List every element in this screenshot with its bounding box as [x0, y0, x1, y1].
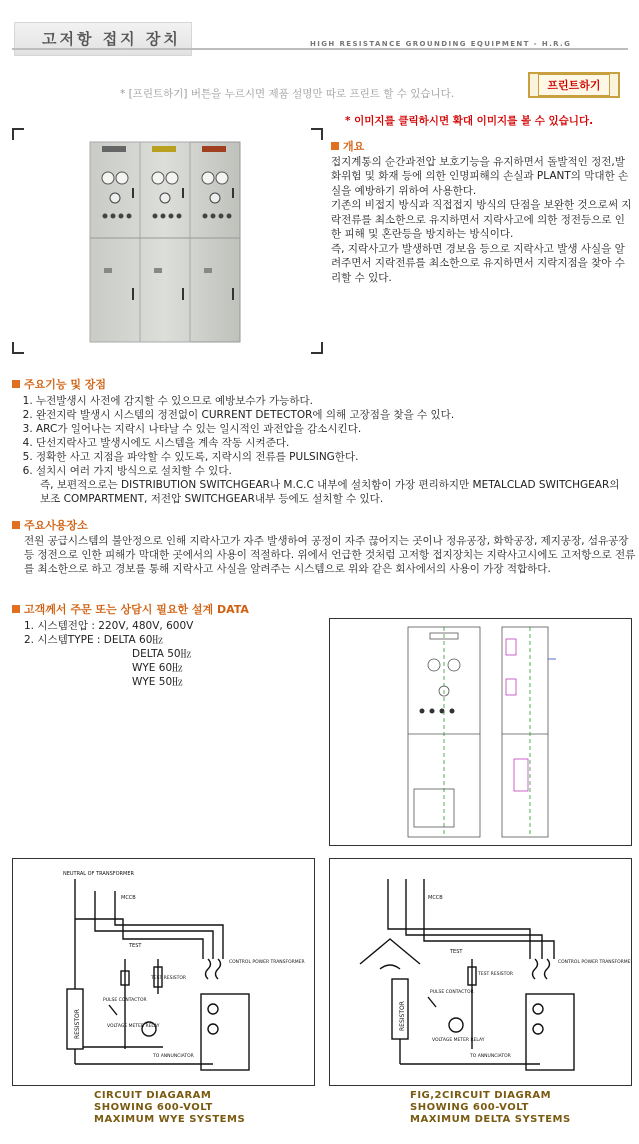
list-item: 4. 단선지락사고 발생시에도 시스템을 계속 작동 시켜준다. [36, 436, 632, 450]
diagram-label: TEST RESISTOR [151, 976, 187, 981]
features-note: 즉, 보편적으로는 DISTRIBUTION SWITCHGEAR나 M.C.C 내부에 설치함이 가장 편리하지만 METALCLAD SWITCHGEAR의 보조 COMPARTMENT, 저전압 SWITCHGEAR내부 등에도 설치할 수 있다. [40, 479, 620, 505]
caption-line: MAXIMUM DELTA SYSTEMS [410, 1114, 571, 1125]
panel-outline-drawing [330, 619, 631, 845]
panel-drawing[interactable] [329, 618, 632, 846]
diagram-label: TO ANNUNCIATOR [470, 1054, 511, 1059]
wye-caption [94, 1090, 245, 1126]
features-list [12, 394, 632, 478]
wye-circuit-diagram[interactable] [12, 858, 315, 1086]
page-title: 고저항 접지 장치 [42, 30, 181, 48]
diagram-label: CONTROL POWER TRANSFORMER [229, 960, 305, 965]
frame-corner [12, 342, 24, 354]
diagram-label: TO ANNUNCIATOR [153, 1054, 194, 1059]
bullet-square-icon [12, 605, 20, 613]
enlarge-hint: * 이미지를 클릭하시면 확대 이미지를 볼 수 있습니다. [345, 115, 594, 127]
diagram-label: RESISTOR [399, 1001, 406, 1031]
frame-corner [12, 128, 24, 140]
switchgear-cabinet-image [12, 128, 323, 354]
diagram-label: PULSE CONTACTOR [103, 998, 147, 1003]
overview-paragraph: 즉, 지락사고가 발생하면 경보음 등으로 지락사고 발생 사실을 알려주면서 지락전류를 최소한으로 유지하면서 지락지점을 찾아 수리할 수 있다. [331, 242, 625, 284]
list-item: 2. 완전지락 발생시 시스템의 정전없이 CURRENT DETECTOR에 의해 고장점을 찾을 수 있다. [36, 408, 632, 422]
overview-paragraph: 기존의 비접지 방식과 직접접지 방식의 단점을 보완한 것으로써 지락전류를 최소한으로 유지하면서 지락사고에 의한 정전등으로 인한 피해 및 혼란등을 방지하는 방식이다. [331, 199, 632, 240]
list-item: 1. 누전발생시 사전에 감지할 수 있으므로 예방보수가 가능하다. [36, 394, 632, 408]
list-item: WYE 60㎐ [132, 662, 183, 674]
frame-corner [311, 128, 323, 140]
page-header [0, 0, 639, 60]
print-hint: * [프린트하기] 버튼을 누르시면 제품 설명만 따로 프린트 할 수 있습니다. [120, 88, 455, 100]
caption-line: CIRCUIT DIAGARAM [94, 1090, 212, 1101]
places-heading: 주요사용장소 [12, 519, 636, 533]
features-section [12, 378, 632, 506]
overview-section [331, 140, 633, 285]
print-button[interactable] [528, 72, 620, 98]
caption-line: FIG,2CIRCUIT DIAGRAM [410, 1090, 552, 1101]
diagram-label: VOLTAGE METER RELAY [107, 1024, 160, 1029]
places-text: 전원 공급시스템의 불안정으로 인해 지락사고가 자주 발생하여 공정이 자주 끊어지는 곳이나 정유공장, 화학공장, 제지공장, 섬유공장 등 정전으로 인한 피해가 막대한 곳에서의 사용이 적절하다. 위에서 언급한 것처럼 고저항 접지장치는 지락사고시에도 고저항으로 전류를 최소한으로 하고 경보를 통해 지락사고 사실을 알려주는 시스템으로 위와 같은 회사에서의 사용이 가장 적합하다. [24, 535, 636, 575]
diagram-label: TEST RESISTOR [478, 972, 514, 977]
print-button-label: 프린트하기 [538, 74, 609, 96]
diagram-label: TEST [129, 943, 142, 949]
diagram-label: CONTROL POWER TRANSFORMER [558, 960, 631, 965]
diagram-label: NEUTRAL OF TRANSFORMER [63, 871, 134, 877]
design-data-section [12, 603, 322, 689]
diagram-label: TEST [450, 949, 463, 955]
diagram-label: MCCB [428, 895, 443, 901]
list-item: 5. 정확한 사고 지점을 파악할 수 있도록, 지락시의 전류를 PULSING한다. [36, 450, 632, 464]
overview-paragraph: 접지계통의 순간과전압 보호기능을 유지하면서 돌발적인 정전,발화위험 및 화재 등에 의한 인명피해의 손실과 PLANT의 막대한 손실을 예방하기 위하여 사용한다. [331, 155, 629, 197]
caption-line: SHOWING 600-VOLT [410, 1102, 529, 1113]
caption-line: SHOWING 600-VOLT [94, 1102, 213, 1113]
diagram-label: MCCB [121, 895, 136, 901]
product-photo[interactable] [12, 128, 323, 354]
design-data-list [24, 619, 322, 689]
frame-corner [311, 342, 323, 354]
overview-heading: 개요 [331, 140, 633, 155]
design-data-heading: 고객께서 주문 또는 상담시 필요한 설계 DATA [12, 603, 322, 617]
bullet-square-icon [331, 142, 339, 150]
list-item: 6. 설치시 여러 가지 방식으로 설치할 수 있다. [36, 464, 632, 478]
diagram-label: RESISTOR [74, 1009, 81, 1039]
places-section [12, 519, 636, 576]
list-item: 3. ARC가 일어나는 지락시 나타날 수 있는 일시적인 과전압을 감소시킨다. [36, 422, 632, 436]
circuit-diagram-delta [330, 859, 631, 1085]
list-item: 2. 시스템TYPE : DELTA 60㎐ [24, 634, 163, 646]
diagram-label: VOLTAGE METER RELAY [432, 1038, 485, 1043]
delta-caption [410, 1090, 571, 1126]
delta-circuit-diagram[interactable] [329, 858, 632, 1086]
page-subtitle: HIGH RESISTANCE GROUNDING EQUIPMENT - H.R.G [310, 40, 572, 48]
list-item: WYE 50㎐ [132, 676, 183, 688]
list-item: 1. 시스템전압 : 220V, 480V, 600V [24, 620, 194, 632]
bullet-square-icon [12, 380, 20, 388]
circuit-diagram-wye [13, 859, 314, 1085]
caption-line: MAXIMUM WYE SYSTEMS [94, 1114, 246, 1125]
features-heading: 주요기능 및 장점 [12, 378, 632, 392]
diagram-label: PULSE CONTACTOR [430, 990, 474, 995]
bullet-square-icon [12, 521, 20, 529]
list-item: DELTA 50㎐ [132, 648, 192, 660]
